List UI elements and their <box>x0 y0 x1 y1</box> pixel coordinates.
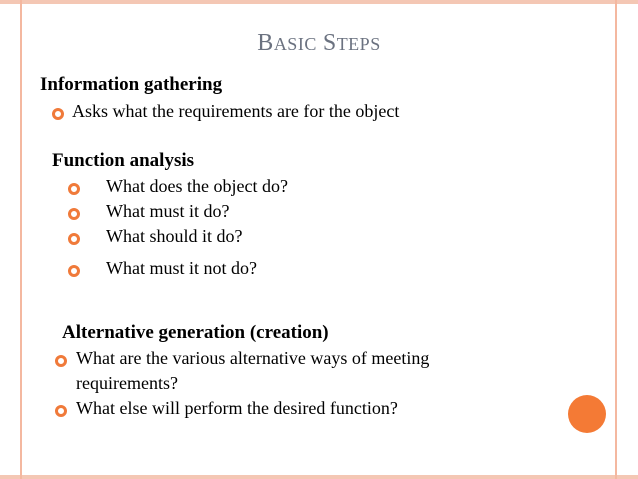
bullet-icon <box>55 355 67 367</box>
title-initial-1: B <box>257 30 274 56</box>
right-border-line <box>615 0 617 479</box>
title-rest-1: ASIC <box>273 34 317 54</box>
list-item: What must it do? <box>106 201 230 221</box>
list-item: Asks what the requirements are for the object <box>72 101 400 121</box>
list-item-continuation: requirements? <box>76 373 178 393</box>
left-border-line <box>20 0 22 479</box>
bullet-icon <box>55 405 67 417</box>
section-heading-function: Function analysis <box>52 150 195 171</box>
section-heading-alternative: Alternative generation (creation) <box>62 322 329 343</box>
bullet-icon <box>68 233 80 245</box>
title-rest-2: TEPS <box>336 34 381 54</box>
section-heading-information: Information gathering <box>40 74 223 95</box>
slide-title <box>0 30 638 57</box>
top-band <box>0 0 638 4</box>
list-item: What else will perform the desired function? <box>76 398 398 418</box>
bullet-icon <box>68 265 80 277</box>
list-item: What does the object do? <box>106 176 288 196</box>
list-item: What should it do? <box>106 226 243 246</box>
bullet-icon <box>68 208 80 220</box>
list-item: What are the various alternative ways of meeting <box>76 348 430 368</box>
bullet-icon <box>52 108 64 120</box>
decorative-circle <box>568 395 606 433</box>
bottom-band <box>0 475 638 479</box>
bullet-icon <box>68 183 80 195</box>
list-item: What must it not do? <box>106 258 257 278</box>
title-initial-2: S <box>322 30 337 56</box>
